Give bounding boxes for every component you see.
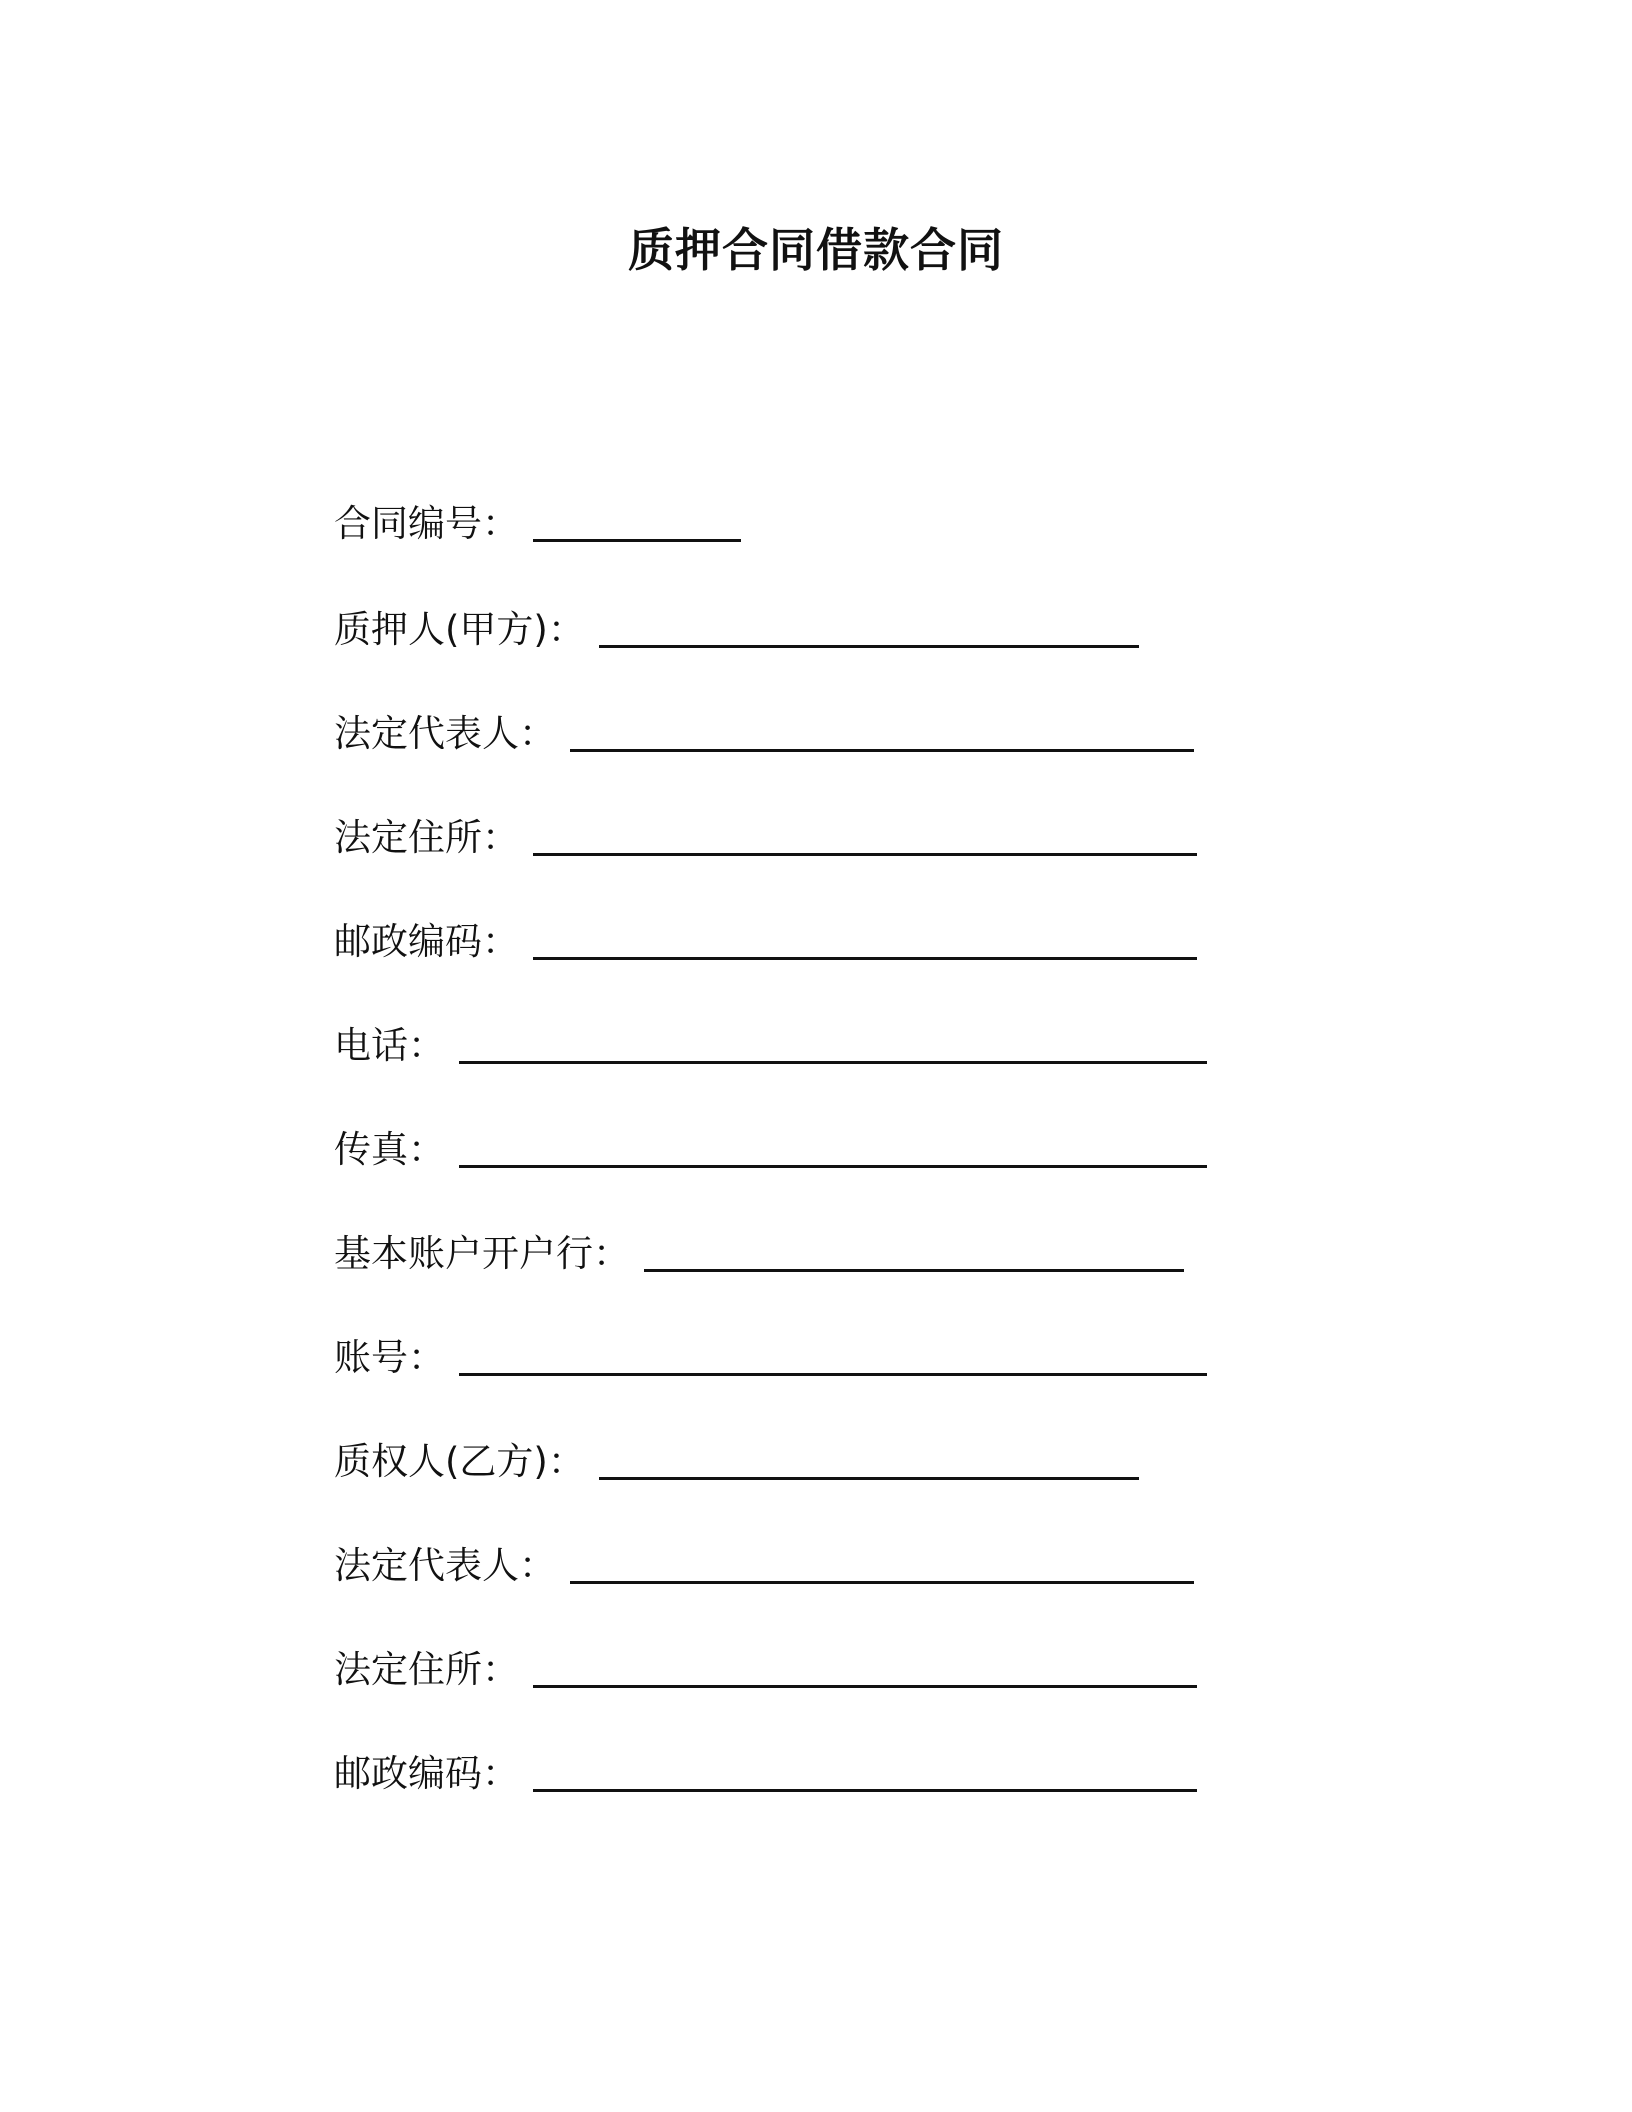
field-label: 质押人(甲方)： [334,608,585,651]
field-legal-representative-2 [334,1536,1194,1588]
field-label: 法定代表人： [334,712,556,755]
field-bank [334,1224,1184,1276]
fill-in-line[interactable] [459,1165,1207,1168]
field-label: 电话： [334,1024,445,1067]
fill-in-line[interactable] [459,1061,1207,1064]
fill-in-line[interactable] [570,1581,1194,1584]
field-pledgee [334,1432,1139,1484]
field-label: 账号： [334,1336,445,1379]
field-label: 邮政编码： [334,920,519,963]
field-label: 基本账户开户行： [334,1232,630,1275]
field-fax [334,1120,1207,1172]
fill-in-line[interactable] [570,749,1194,752]
field-contract-number [334,494,741,546]
fill-in-line[interactable] [533,1685,1197,1688]
field-postal-code [334,912,1197,964]
fill-in-line[interactable] [599,1477,1139,1480]
field-legal-address-2 [334,1640,1197,1692]
field-telephone [334,1016,1207,1068]
field-legal-address [334,808,1197,860]
field-postal-code-2 [334,1744,1197,1796]
fill-in-line[interactable] [533,853,1197,856]
field-label: 质权人(乙方)： [334,1440,585,1483]
field-legal-representative [334,704,1194,756]
field-pledgor [334,600,1139,652]
fill-in-line[interactable] [644,1269,1184,1272]
field-account-number [334,1328,1207,1380]
fill-in-line[interactable] [533,539,741,542]
field-label: 法定代表人： [334,1544,556,1587]
field-label: 传真： [334,1128,445,1171]
field-label: 邮政编码： [334,1752,519,1795]
document-title: 质押合同借款合同 [628,223,1004,277]
field-label: 合同编号： [334,502,519,545]
field-label: 法定住所： [334,816,519,859]
fill-in-line[interactable] [533,1789,1197,1792]
fill-in-line[interactable] [459,1373,1207,1376]
fill-in-line[interactable] [533,957,1197,960]
field-label: 法定住所： [334,1648,519,1691]
fill-in-line[interactable] [599,645,1139,648]
